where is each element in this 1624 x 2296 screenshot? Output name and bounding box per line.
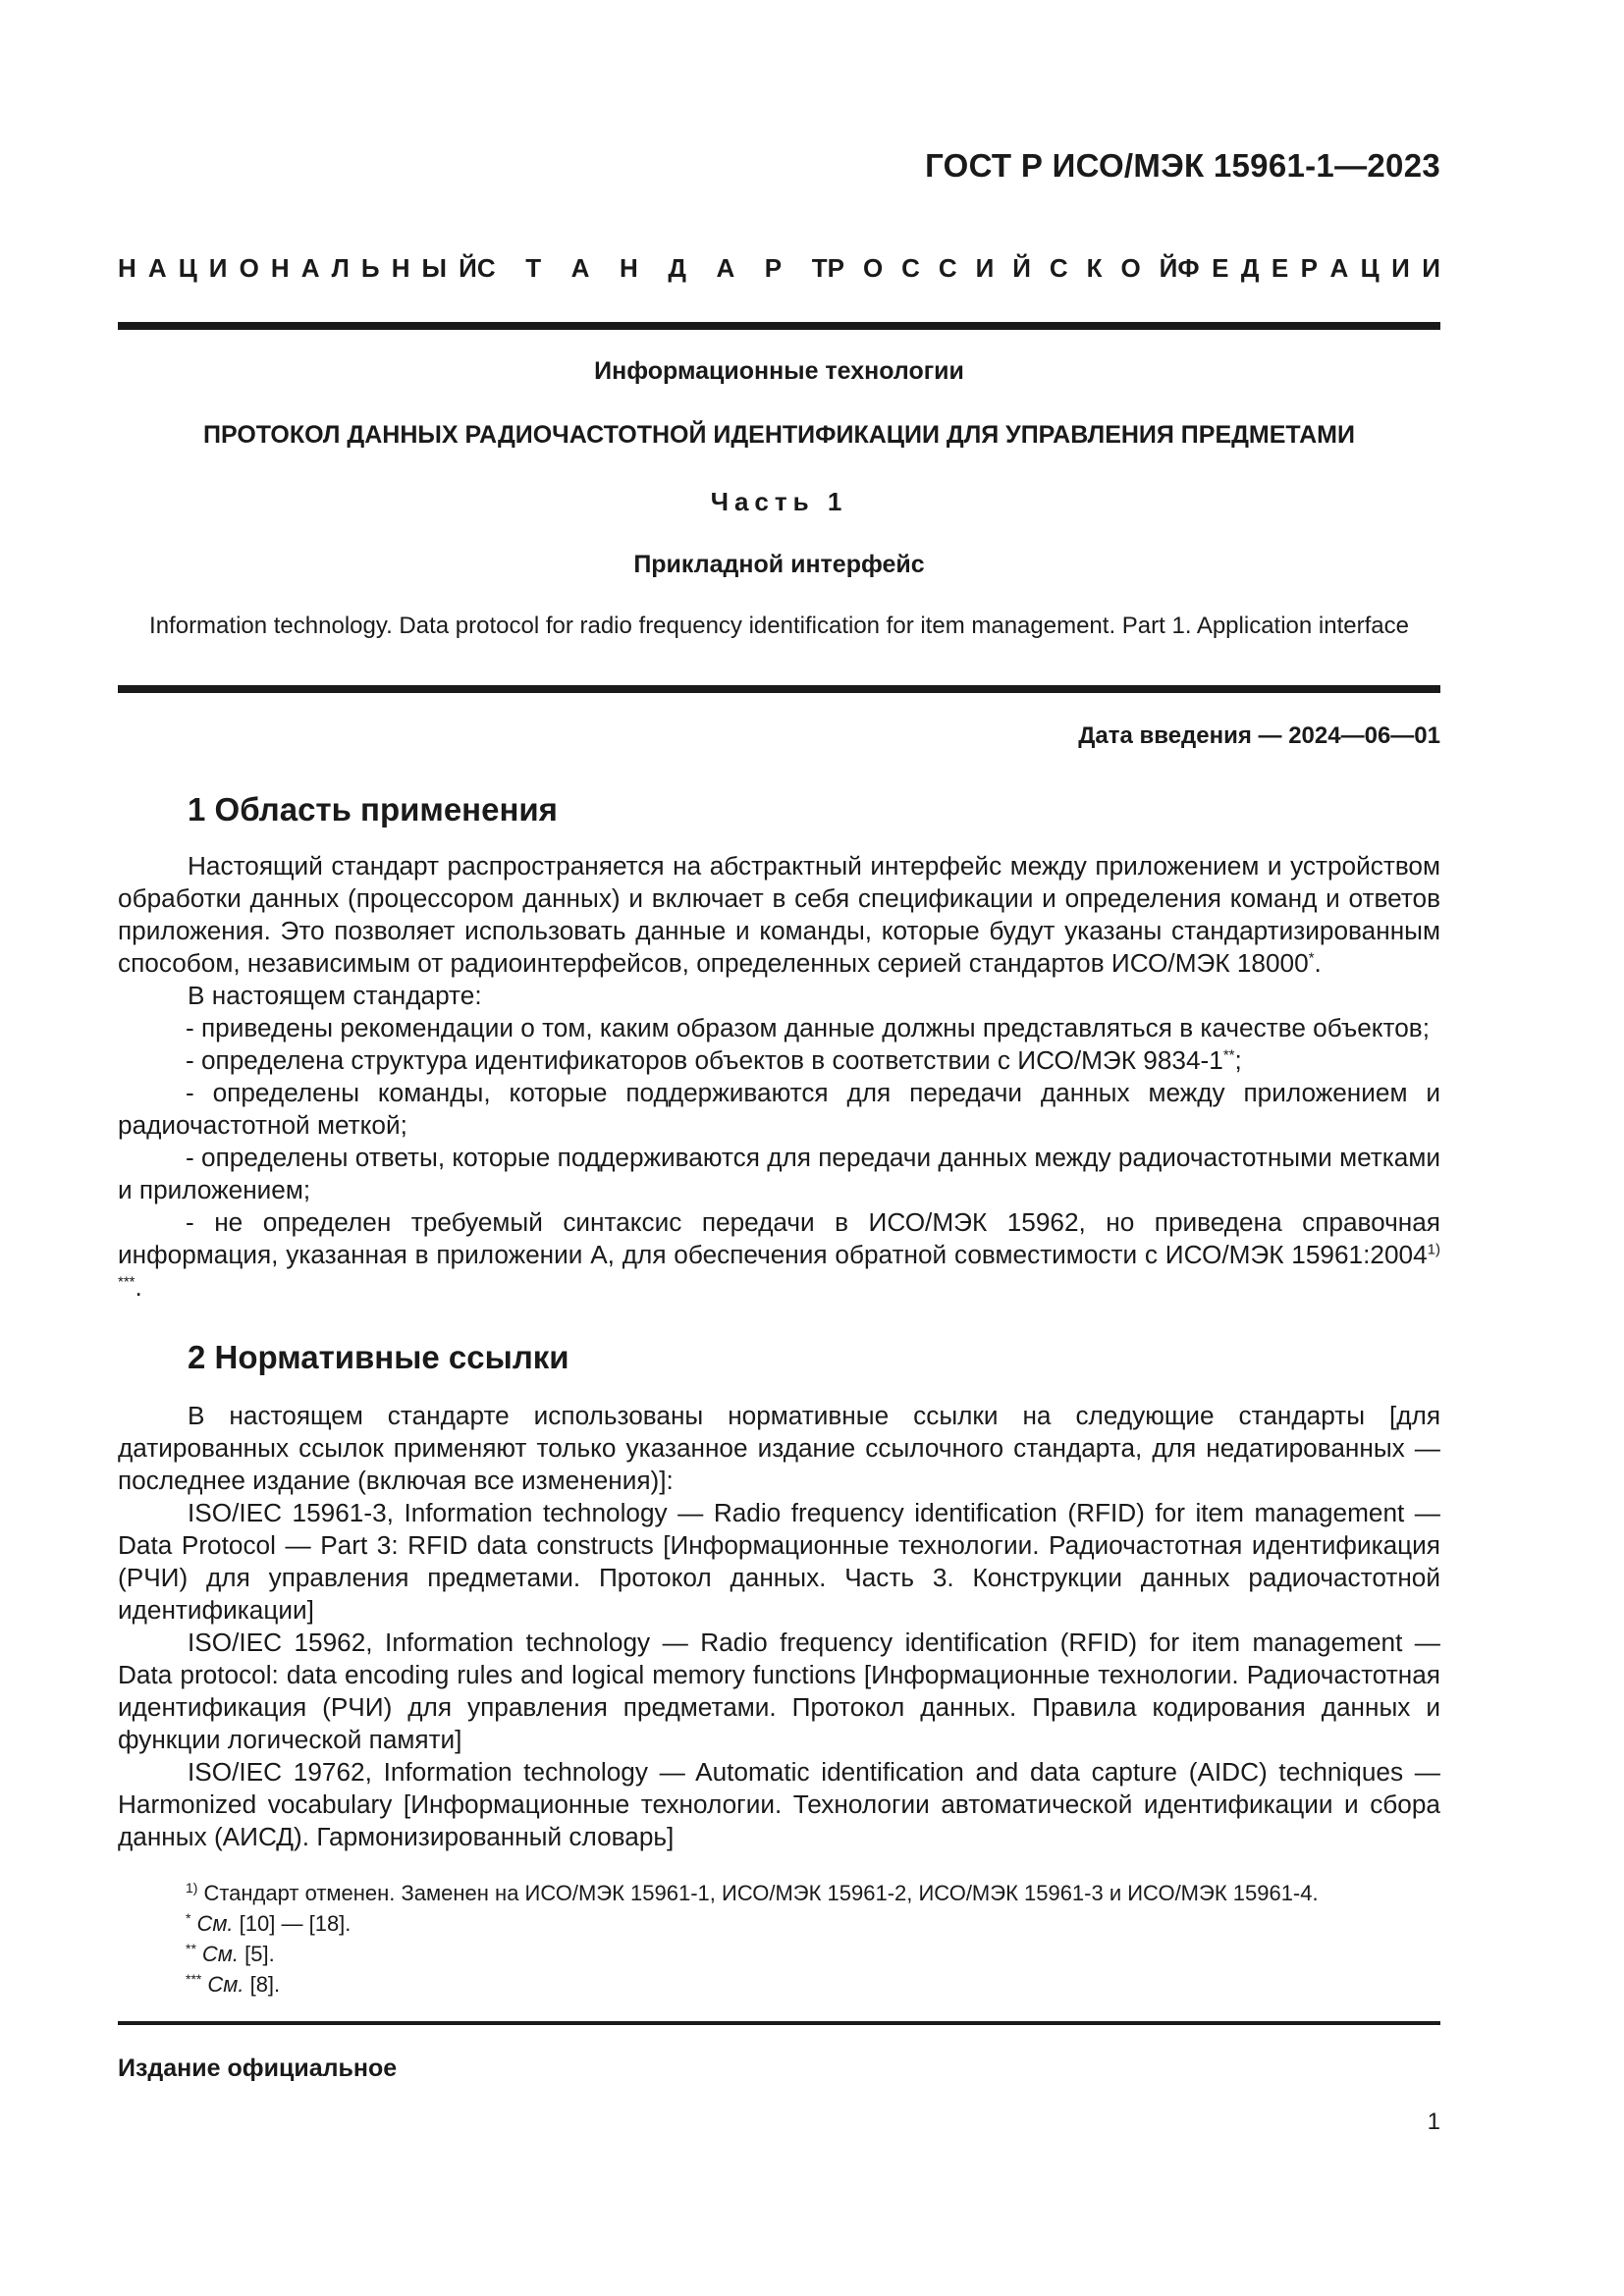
footnotes xyxy=(186,1878,1319,2000)
footnote: *** См. [8]. xyxy=(186,1970,281,1997)
list-item: - определены команды, которые поддерживаются для передачи данных между приложением и радиочастотной меткой; xyxy=(118,1078,1440,1140)
list-item: - не определен требуемый синтаксис передачи в ИСО/МЭК 15962, но приведена справочная информация, указанная в приложении А, для обеспечения обратной совместимости с ИСО/МЭК 15961:2004$^{1) ***}$. xyxy=(118,1207,1440,1302)
list-item: - определены ответы, которые поддерживаются для передачи данных между радиочастотными метками и приложением; xyxy=(118,1143,1440,1204)
section-1-body xyxy=(118,850,1440,1304)
title-subtitle: Прикладной интерфейс xyxy=(633,551,925,578)
title-part: Часть 1 xyxy=(710,487,848,516)
title-rule xyxy=(118,685,1440,693)
banner-word: Р О С С И Й С К О Й xyxy=(827,253,1178,283)
title-english: Information technology. Data protocol for radio frequency identification for item management. Part 1. Application interface xyxy=(149,613,1409,639)
footnote-mark: * xyxy=(1308,949,1315,967)
reference-item: ISO/IEC 19762, Information technology — Automatic identification and data capture (AIDC) techniques — Harmonized vocabulary [Информационные технологии. Технологии автоматической идентификации и сбора данных (АИСД). Гармонизированный словарь] xyxy=(118,1757,1440,1851)
national-standard-banner xyxy=(118,253,1440,284)
title-main: ПРОТОКОЛ ДАННЫХ РАДИОЧАСТОТНОЙ ИДЕНТИФИКАЦИИ ДЛЯ УПРАВЛЕНИЯ ПРЕДМЕТАМИ xyxy=(203,421,1355,449)
section-2-heading: 2 Нормативные ссылки xyxy=(188,1339,569,1375)
footnote-mark: 1) *** xyxy=(118,1241,1440,1291)
title-category: Информационные технологии xyxy=(594,357,964,385)
reference-item: ISO/IEC 15961-3, Information technology — Radio frequency identification (RFID) for item management — Data Protocol — Part 3: RFID data constructs [Информационные технологии. Радиочастотная идентификация (РЧИ) для управления предметами. Протокол данных. Часть 3. Конструкции данных радиочастотной идентификации] xyxy=(118,1498,1440,1625)
banner-word: С Т А Н Д А Р Т xyxy=(476,253,828,283)
official-edition-label: Издание официальное xyxy=(118,2055,398,2082)
list-item: - приведены рекомендации о том, каким образом данные должны представляться в качестве объектов; xyxy=(186,1013,1430,1042)
footnote: ** См. [5]. xyxy=(186,1940,275,1966)
banner-word: Ф Е Д Е Р А Ц И И xyxy=(1177,253,1440,283)
section-1-heading: 1 Область применения xyxy=(188,791,558,828)
section-2-body xyxy=(118,1400,1440,1853)
footnote: $^{1)}$ Стандарт отменен. Заменен на ИСО/МЭК 15961-1, ИСО/МЭК 15961-2, ИСО/МЭК 15961-3 и ИСО/МЭК 15961-4. xyxy=(186,1879,1319,1905)
header-rule xyxy=(118,322,1440,330)
footnote: * См. [10] — [18]. xyxy=(186,1909,352,1936)
banner-word: Н А Ц И О Н А Л Ь Н Ы Й xyxy=(118,253,477,283)
footer-rule xyxy=(118,2021,1440,2025)
paragraph: В настоящем стандарте: xyxy=(188,981,482,1010)
paragraph: Настоящий стандарт распространяется на абстрактный интерфейс между приложением и устройством обработки данных (процессором данных) и включает в себя спецификации и определения команд и ответов приложения. Это позволяет использовать данные и команды, которые будут указаны стандартизированным способом, независимым от радиоинтерфейсов, определенных серией стандартов ИСО/МЭК 18000*. xyxy=(118,851,1440,978)
reference-item: ISO/IEC 15962, Information technology — Radio frequency identification (RFID) for item management — Data protocol: data encoding rules and logical memory functions [Информационные технологии. Радиочастотная идентификация (РЧИ) для управления предметами. Протокол данных. Правила кодирования данных и функции логической памяти] xyxy=(118,1628,1440,1754)
paragraph: В настоящем стандарте использованы нормативные ссылки на следующие стандарты [для датированных ссылок применяют только указанное издание ссылочного стандарта, для недатированных — последнее издание (включая все изменения)]: xyxy=(118,1401,1440,1495)
introduction-date: Дата введения — 2024—06—01 xyxy=(1078,722,1440,749)
standard-designation: ГОСТ Р ИСО/МЭК 15961-1—2023 xyxy=(925,147,1440,184)
page-number: 1 xyxy=(1427,2109,1440,2135)
list-item: - определена структура идентификаторов объектов в соответствии с ИСО/МЭК 9834-1**; xyxy=(186,1045,1242,1075)
footnote-mark: ** xyxy=(1222,1046,1235,1064)
